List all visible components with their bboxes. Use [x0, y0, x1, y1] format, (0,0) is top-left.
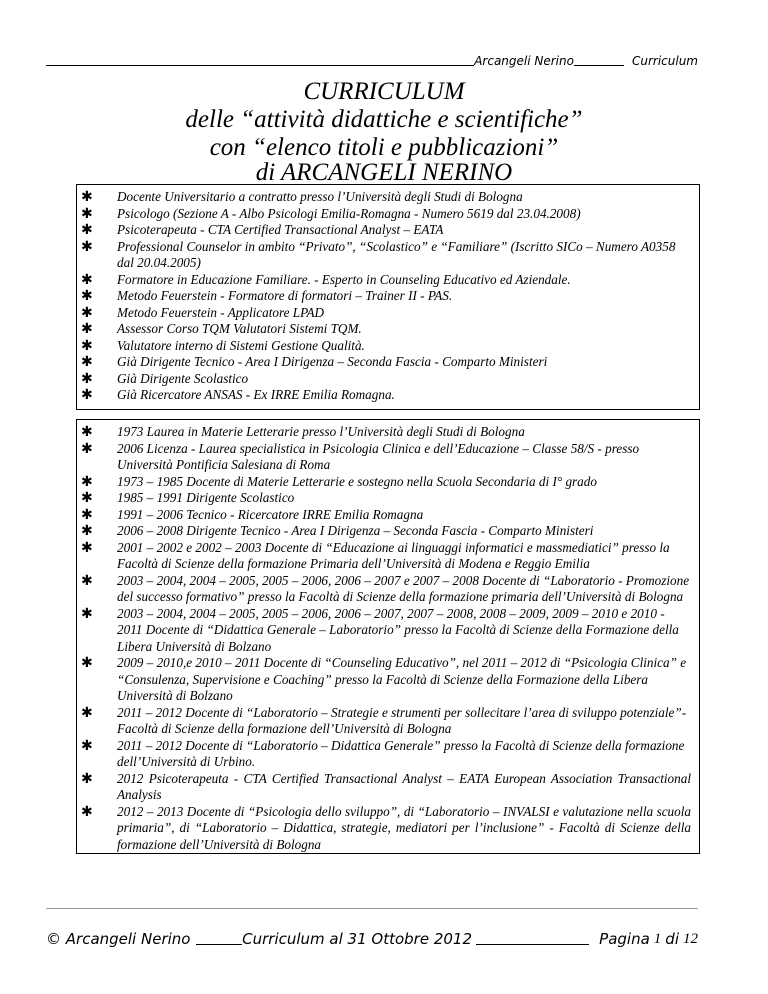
list-item — [81, 655, 691, 705]
footer-page-total: 12 — [683, 931, 698, 947]
list-item-text: Valutatore interno di Sistemi Gestione Qualità. — [117, 337, 365, 353]
list-item-text: Già Dirigente Scolastico — [117, 370, 249, 386]
footer-curriculum-date: Curriculum al 31 Ottobre 2012 — [242, 930, 473, 948]
list-item-text: Psicoterapeuta - CTA Certified Transactional Analyst – EATA — [117, 222, 444, 237]
list-item — [81, 371, 691, 388]
header-rule-short — [574, 65, 624, 66]
list-item — [81, 573, 691, 606]
footer-rule — [46, 908, 698, 909]
header-section: Curriculum — [631, 54, 698, 68]
asterisk-bullet-icon: ✱ — [81, 304, 93, 321]
page-header — [46, 52, 698, 68]
asterisk-bullet-icon: ✱ — [81, 205, 93, 222]
list-item-text: 2011 – 2012 Docente di “Laboratorio – Didattica Generale” presso la Facoltà di Scienze della formazione dell’Università di Urbino. — [117, 737, 685, 769]
list-item — [81, 738, 691, 771]
list-item — [81, 441, 691, 474]
list-item-text: 2006 – 2008 Dirigente Tecnico - Area I Dirigenza – Seconda Fascia - Comparto Ministeri — [117, 523, 594, 538]
list-item — [81, 272, 691, 289]
list-item — [81, 222, 691, 239]
list-item — [81, 540, 691, 573]
list-item-text: Già Ricercatore ANSAS - Ex IRRE Emilia Romagna. — [117, 387, 395, 402]
list-item — [81, 338, 691, 355]
list-item-text: 2001 – 2002 e 2002 – 2003 Docente di “Educazione ai linguaggi informatici e massmediatici” presso la Facoltà di Scienze della formazione Primaria dell’Università di Modena e Reggio Emilia — [117, 539, 670, 571]
asterisk-bullet-icon: ✱ — [81, 704, 93, 721]
list-item — [81, 804, 691, 854]
asterisk-bullet-icon: ✱ — [81, 506, 93, 523]
asterisk-bullet-icon: ✱ — [81, 222, 93, 238]
asterisk-bullet-icon: ✱ — [81, 490, 93, 506]
list-item-text: Formatore in Educazione Familiare. - Esperto in Counseling Educativo ed Aziendale. — [117, 271, 571, 287]
list-item-text: Metodo Feuerstein - Applicatore LPAD — [117, 304, 325, 320]
list-item-text: Metodo Feuerstein - Formatore di formatori – Trainer II - PAS. — [117, 288, 453, 303]
list-item — [81, 354, 691, 371]
list-item-text: 2003 – 2004, 2004 – 2005, 2005 – 2006, 2006 – 2007, 2007 – 2008, 2008 – 2009, 2009 – 2010 e 2010 - 2011 Docente di “Didattica Generale – Laboratorio” presso la Facoltà di Scienze della Formazione della Libera Università di Bolzano — [117, 605, 679, 654]
title-line-3: con “elenco titoli e pubblicazioni” — [209, 134, 559, 161]
list-item-text: Psicologo (Sezione A - Albo Psicologi Emilia-Romagna - Numero 5619 dal 23.04.2008) — [117, 205, 581, 221]
list-item — [81, 606, 691, 656]
asterisk-bullet-icon: ✱ — [81, 424, 93, 440]
asterisk-bullet-icon: ✱ — [81, 803, 93, 820]
header-rule — [46, 65, 474, 66]
asterisk-bullet-icon: ✱ — [81, 321, 93, 337]
list-item — [81, 288, 691, 305]
qualifications-list — [77, 185, 699, 404]
list-item-text: 2003 – 2004, 2004 – 2005, 2005 – 2006, 2006 – 2007 e 2007 – 2008 Docente di “Laboratorio - Promozione del successo formativo” presso la Facoltà di Scienze della formazione primaria dell’Università di Bologna — [117, 572, 690, 604]
list-item-text: 1991 – 2006 Tecnico - Ricercatore IRRE Emilia Romagna — [117, 506, 424, 522]
list-item-text: 2006 Licenza - Laurea specialistica in Psicologia Clinica e dell’Educazione – Classe 58/S - presso Università Pontificia Salesiana di Roma — [117, 440, 640, 472]
list-item — [81, 705, 691, 738]
asterisk-bullet-icon: ✱ — [81, 523, 93, 539]
asterisk-bullet-icon: ✱ — [81, 770, 93, 787]
asterisk-bullet-icon: ✱ — [81, 337, 93, 354]
asterisk-bullet-icon: ✱ — [81, 238, 93, 255]
page-footer — [46, 928, 698, 948]
asterisk-bullet-icon: ✱ — [81, 354, 93, 370]
asterisk-bullet-icon: ✱ — [81, 473, 93, 490]
list-item-text: Già Dirigente Tecnico - Area I Dirigenza – Seconda Fascia - Comparto Ministeri — [117, 354, 548, 369]
asterisk-bullet-icon: ✱ — [81, 572, 93, 589]
asterisk-bullet-icon: ✱ — [81, 271, 93, 288]
footer-copyright: © Arcangeli Nerino — [46, 930, 191, 948]
footer-page-number: 1 — [653, 931, 662, 947]
asterisk-bullet-icon: ✱ — [81, 189, 93, 205]
asterisk-bullet-icon: ✱ — [81, 288, 93, 304]
list-item — [81, 239, 691, 272]
career-list — [77, 420, 699, 853]
list-item-text: 2009 – 2010,e 2010 – 2011 Docente di “Counseling Educativo”, nel 2011 – 2012 di “Psicologia Clinica” e “Consulenza, Supervisione e Coaching” presso la Facoltà di Scienze della Formazione della Libera Università di Bolzano — [117, 655, 687, 703]
title-line-4: di ARCANGELI NERINO — [255, 159, 513, 186]
footer-page-label: Pagina — [599, 930, 650, 948]
list-item-text: 1973 Laurea in Materie Letterarie presso l’Università degli Studi di Bologna — [117, 424, 525, 439]
list-item-text: 1985 – 1991 Dirigente Scolastico — [117, 490, 295, 505]
list-item — [81, 771, 691, 804]
career-box — [76, 419, 700, 854]
title-line-2: delle “attività didattiche e scientifiche” — [185, 106, 583, 133]
list-item — [81, 321, 691, 338]
qualifications-box — [76, 184, 700, 410]
list-item-text: Professional Counselor in ambito “Privato”, “Scolastico” e “Familiare” (Iscritto SICo – Numero A0358 dal 20.04.2005) — [117, 238, 676, 270]
asterisk-bullet-icon: ✱ — [81, 387, 93, 403]
list-item — [81, 424, 691, 441]
list-item — [81, 523, 691, 540]
list-item — [81, 189, 691, 206]
list-item — [81, 474, 691, 491]
title-line-1: CURRICULUM — [303, 78, 465, 105]
list-item-text: Assessor Corso TQM Valutatori Sistemi TQM. — [117, 321, 362, 336]
footer-page-of: di — [665, 930, 679, 948]
list-item-text: Docente Universitario a contratto presso l’Università degli Studi di Bologna — [117, 189, 523, 204]
list-item — [81, 490, 691, 507]
list-item — [81, 387, 691, 404]
asterisk-bullet-icon: ✱ — [81, 737, 93, 754]
asterisk-bullet-icon: ✱ — [81, 655, 93, 671]
list-item — [81, 507, 691, 524]
list-item — [81, 206, 691, 223]
asterisk-bullet-icon: ✱ — [81, 370, 93, 387]
asterisk-bullet-icon: ✱ — [81, 440, 93, 457]
asterisk-bullet-icon: ✱ — [81, 605, 93, 622]
asterisk-bullet-icon: ✱ — [81, 539, 93, 556]
list-item-text: 1973 – 1985 Docente di Materie Letterarie e sostegno nella Scuola Secondaria di I° grado — [117, 473, 597, 489]
list-item-text: 2012 Psicoterapeuta - CTA Certified Transactional Analyst – EATA European Association Transactional Analysis — [117, 770, 691, 802]
list-item — [81, 305, 691, 322]
header-author: Arcangeli Nerino — [474, 54, 574, 68]
list-item-text: 2012 – 2013 Docente di “Psicologia dello sviluppo”, di “Laboratorio – INVALSI e valutazione nella scuola primaria”, di “Laboratorio – Didattica, strategie, mediatori per l’inclusione” - Facoltà di Scienze della formazione dell’Università di Bologna — [117, 803, 691, 852]
list-item-text: 2011 – 2012 Docente di “Laboratorio – Strategie e strumenti per sollecitare l’area di sviluppo potenziale”- Facoltà di Scienze della formazione dell’Università di Bologna — [117, 704, 687, 736]
